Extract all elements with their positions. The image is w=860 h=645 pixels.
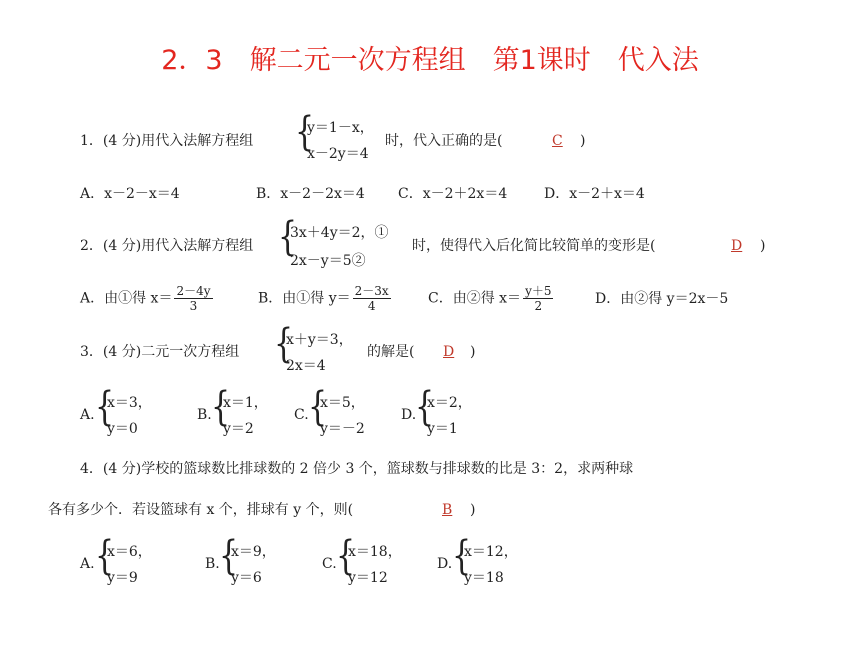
q4-option-b-brace: { xyxy=(219,532,239,580)
q4-close: ) xyxy=(470,502,476,518)
q3-option-a-eq2: y＝0 xyxy=(107,421,138,437)
q1-eq1: y＝1－x， xyxy=(307,120,374,136)
q2-option-a-denominator: 3 xyxy=(189,299,198,313)
page-title: 2．3 解二元一次方程组 第1课时 代入法 xyxy=(161,45,699,76)
q4-option-d-eq2: y＝18 xyxy=(464,570,504,586)
q4-line1: 4．(4 分)学校的篮球数比排球数的 2 倍少 3 个，篮球数与排球数的比是 3：2，求两种球 xyxy=(80,461,634,477)
q3-option-a-brace: { xyxy=(95,383,115,431)
q1-option-c: C．x－2＋2x＝4 xyxy=(398,186,508,202)
q4-option-d-label: D. xyxy=(437,556,453,572)
q1-brace: { xyxy=(295,108,315,156)
q4-option-b-eq1: x＝9， xyxy=(231,544,276,560)
q2-option-b xyxy=(258,284,393,313)
q3-option-b-eq2: y＝2 xyxy=(223,421,254,437)
q3-option-d-eq1: x＝2， xyxy=(427,395,472,411)
q3-option-a-label: A. xyxy=(80,407,95,423)
q1-eq2: x－2y＝4 xyxy=(307,146,369,162)
q3-option-c-brace: { xyxy=(308,383,328,431)
q2-option-b-text: B．由①得 y＝ xyxy=(258,290,351,307)
q2-option-c-fraction xyxy=(523,284,553,313)
q1-option-b: B．x－2－2x＝4 xyxy=(256,186,365,202)
q3-close: ) xyxy=(470,344,476,360)
q4-line2: 各有多少个．若设篮球有 x 个，排球有 y 个，则( xyxy=(48,502,354,518)
q3-option-b-label: B. xyxy=(197,407,212,423)
q4-option-d-brace: { xyxy=(452,532,472,580)
q2-answer: D xyxy=(731,238,743,254)
q2-eq1: 3x＋4y＝2，① xyxy=(290,225,389,241)
q2-eq2: 2x－y＝5② xyxy=(290,253,366,269)
q2-brace: { xyxy=(278,213,298,261)
q4-option-c-eq2: y＝12 xyxy=(348,570,388,586)
q2-close: ) xyxy=(760,238,766,254)
q3-option-d-label: D. xyxy=(401,407,417,423)
q4-option-c-brace: { xyxy=(336,532,356,580)
q1-suffix: 时，代入正确的是( xyxy=(385,133,503,149)
q1-option-d: D．x－2＋x＝4 xyxy=(544,186,645,202)
q2-option-c xyxy=(428,284,555,313)
q3-suffix: 的解是( xyxy=(367,344,415,360)
q4-option-a-eq1: x＝6， xyxy=(107,544,152,560)
q4-option-a-eq2: y＝9 xyxy=(107,570,138,586)
q2-option-c-numerator: y＋5 xyxy=(525,284,552,298)
q2-option-a xyxy=(80,284,215,313)
q2-option-b-denominator: 4 xyxy=(367,299,376,313)
q3-option-b-brace: { xyxy=(211,383,231,431)
q3-answer: D xyxy=(443,344,455,360)
q3-option-c-eq1: x＝5， xyxy=(320,395,365,411)
q2-option-b-fraction xyxy=(353,284,391,313)
q2-option-b-numerator: 2－3x xyxy=(354,284,389,298)
q1-answer: C xyxy=(552,133,563,149)
q3-option-d-eq2: y＝1 xyxy=(427,421,458,437)
q1-prefix: 1．(4 分)用代入法解方程组 xyxy=(80,133,254,149)
q3-option-a-eq1: x＝3， xyxy=(107,395,152,411)
q4-option-c-eq1: x＝18， xyxy=(348,544,402,560)
q3-option-d-brace: { xyxy=(415,383,435,431)
q4-option-a-label: A. xyxy=(80,556,95,572)
q2-option-d: D．由②得 y＝2x－5 xyxy=(595,291,729,307)
q3-brace: { xyxy=(274,320,294,368)
q3-option-c-eq2: y＝－2 xyxy=(320,421,365,437)
q2-option-a-fraction xyxy=(174,284,212,313)
q2-option-c-denominator: 2 xyxy=(534,299,543,313)
q3-eq1: x＋y＝3， xyxy=(286,332,353,348)
q4-option-d-eq1: x＝12， xyxy=(464,544,518,560)
q1-close: ) xyxy=(580,133,586,149)
q4-option-b-eq2: y＝6 xyxy=(231,570,262,586)
q3-option-b-eq1: x＝1， xyxy=(223,395,268,411)
q4-option-a-brace: { xyxy=(95,532,115,580)
q4-option-c-label: C. xyxy=(322,556,337,572)
q2-prefix: 2．(4 分)用代入法解方程组 xyxy=(80,238,254,254)
q2-suffix: 时，使得代入后化简比较简单的变形是( xyxy=(412,238,656,254)
q3-eq2: 2x＝4 xyxy=(286,358,326,374)
q4-option-b-label: B. xyxy=(205,556,220,572)
q4-answer: B xyxy=(442,502,453,518)
q2-option-a-numerator: 2－4y xyxy=(176,284,211,298)
q3-prefix: 3．(4 分)二元一次方程组 xyxy=(80,344,240,360)
q2-option-a-text: A．由①得 x＝ xyxy=(80,290,173,307)
q2-option-c-text: C．由②得 x＝ xyxy=(428,290,522,307)
q1-option-a: A．x－2－x＝4 xyxy=(80,186,180,202)
q3-option-c-label: C. xyxy=(294,407,309,423)
